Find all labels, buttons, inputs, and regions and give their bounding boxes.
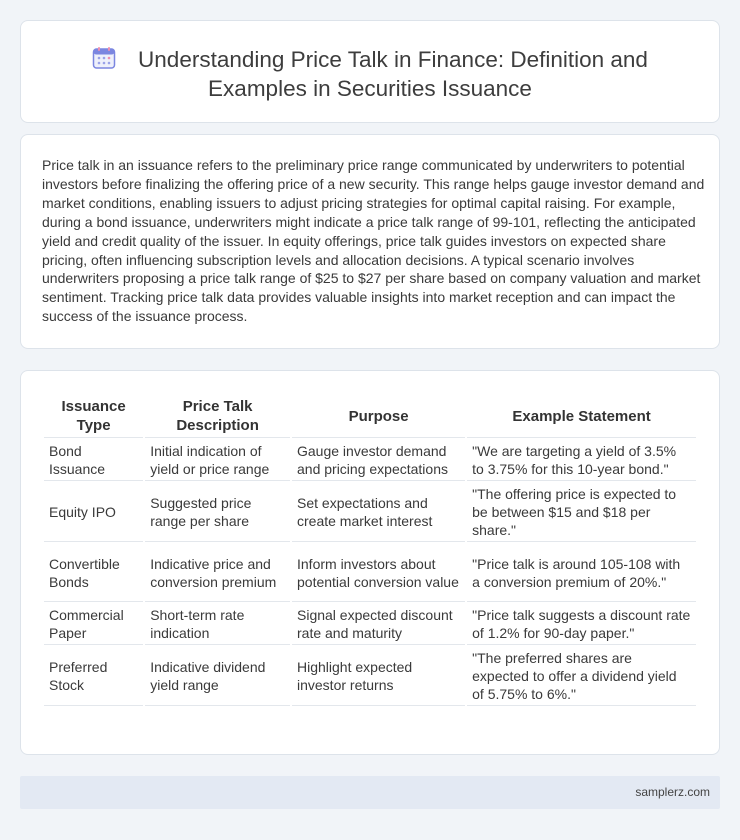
header-price-talk-description: Price Talk Description [145,393,290,438]
title-card [20,20,720,123]
footer-site-link[interactable]: samplerz.com [635,785,710,799]
table-row [44,440,696,481]
cell-purpose: Set expectations and create market interest [292,483,465,542]
table-card [20,370,720,755]
cell-issuance-type: Bond Issuance [44,440,143,481]
title-line-2: Examples in Securities Issuance [208,76,532,101]
cell-purpose: Highlight expected investor returns [292,647,465,706]
description-card [20,134,720,349]
cell-issuance-type: Commercial Paper [44,604,143,645]
calendar-icon [92,46,116,70]
cell-example: "We are targeting a yield of 3.5% to 3.75% for this 10-year bond." [467,440,696,481]
cell-purpose: Inform investors about potential conversion value [292,544,465,602]
cell-example: "Price talk is around 105-108 with a conversion premium of 20%." [467,544,696,602]
description-text: Price talk in an issuance refers to the preliminary price range communicated by underwriters to potential investors before finalizing the offering price of a new security. This range helps gauge investor demand and market conditions, enabling issuers to adjust pricing strategies for optimal capital raising. For example, during a bond issuance, underwriters might indicate a price talk range of 99-101, reflecting the anticipated yield and credit quality of the issuer. In equity offerings, price talk guides investors on expected share pricing, often influencing subscription levels and allocation decisions. A typical scenario involves underwriters proposing a price talk range of $25 to $27 per share based on company valuation and market sentiment. Tracking price talk data provides valuable insights into market reception and can impact the success of the issuance process. [42,157,705,325]
cell-description: Indicative dividend yield range [145,647,290,706]
cell-example: "The preferred shares are expected to offer a dividend yield of 5.75% to 6%." [467,647,696,706]
cell-issuance-type: Equity IPO [44,483,143,542]
table-header-row [44,393,696,438]
cell-description: Initial indication of yield or price range [145,440,290,481]
footer [20,776,720,809]
cell-description: Short-term rate indication [145,604,290,645]
cell-description: Suggested price range per share [145,483,290,542]
table-row [44,483,696,542]
cell-issuance-type: Convertible Bonds [44,544,143,602]
cell-example: "The offering price is expected to be between $15 and $18 per share." [467,483,696,542]
title-line-1: Understanding Price Talk in Finance: Definition and [138,47,648,72]
cell-purpose: Gauge investor demand and pricing expectations [292,440,465,481]
cell-issuance-type: Preferred Stock [44,647,143,706]
table-row [44,647,696,706]
header-example-statement: Example Statement [467,393,696,438]
header-issuance-type: Issuance Type [44,393,143,438]
table-row [44,604,696,645]
header-purpose: Purpose [292,393,465,438]
price-talk-table [42,391,698,708]
cell-example: "Price talk suggests a discount rate of 1.2% for 90-day paper." [467,604,696,645]
cell-purpose: Signal expected discount rate and maturity [292,604,465,645]
cell-description: Indicative price and conversion premium [145,544,290,602]
table-row [44,544,696,602]
page-title [21,45,719,103]
